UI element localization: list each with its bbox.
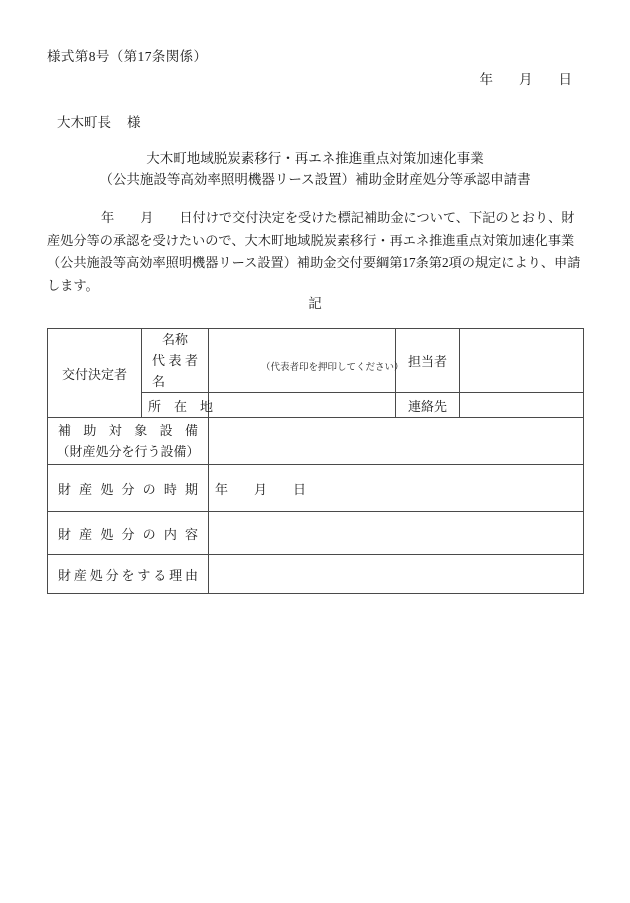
ki-marker: 記 (308, 296, 322, 311)
name-value-cell[interactable] (209, 329, 404, 393)
name-representative-label (142, 329, 209, 393)
disposal-reason-value-cell[interactable] (209, 555, 584, 594)
disposal-content-value-cell[interactable] (209, 512, 584, 555)
title-line-2: （公共施設等高効率照明機器リース設置）補助金財産処分等承認申請書 (99, 172, 531, 187)
disposal-content-label: 財産処分の内容 (48, 512, 209, 555)
disposal-timing-value-cell[interactable] (209, 465, 584, 512)
disposal-timing-month: 月 (254, 481, 268, 497)
table-row-target-equipment (48, 418, 584, 465)
body-date-month: 月 (140, 210, 154, 225)
target-equipment-label (48, 418, 209, 465)
decision-maker-label: 交付決定者 (48, 329, 142, 418)
person-in-charge-label: 担当者 (396, 329, 460, 393)
title-line-1: 大木町地域脱炭素移行・再エネ推進重点対策加速化事業 (146, 151, 484, 166)
addressee-name: 大木町長 (57, 115, 111, 130)
document-title (0, 148, 630, 190)
form-number: 様式第8号（第17条関係） (47, 49, 208, 64)
addressee-honorific: 様 (127, 115, 141, 130)
contact-value-cell[interactable] (460, 393, 584, 418)
table-row-disposal-content (48, 512, 584, 555)
target-equipment-label-sub: （財産処分を行う設備） (56, 444, 200, 459)
header-date-day: 日 (558, 72, 572, 87)
header-date-line (480, 68, 573, 88)
header-date-year: 年 (479, 72, 493, 87)
header-date-month: 月 (519, 72, 533, 87)
table-row-name (48, 329, 584, 393)
body-text: 日付けで交付決定を受けた標記補助金について、下記のとおり、財産処分等の承認を受けたいので、大木町地域脱炭素移行・再エネ推進重点対策加速化事業（公共施設等高効率照明機器リース設置）補助金交付要綱第17条第2項の規定により、申請します。 (47, 210, 581, 293)
disposal-timing-day: 日 (293, 481, 307, 497)
target-equipment-label-main: 補助対象設備 (58, 423, 198, 438)
body-date-year: 年 (101, 210, 115, 225)
stamp-instruction-note: （代表者印を押印してください） (261, 363, 404, 373)
address-label: 所 在 地 (142, 393, 209, 418)
contact-label: 連絡先 (396, 393, 460, 418)
disposal-timing-label: 財産処分の時期 (48, 465, 209, 512)
person-in-charge-value-cell[interactable] (460, 329, 584, 393)
body-paragraph (47, 207, 583, 297)
representative-label: 代表者名 (152, 353, 198, 389)
table-row-disposal-reason (48, 555, 584, 594)
table-row-disposal-timing (48, 465, 584, 512)
name-label: 名称 (161, 332, 188, 347)
addressee-line (57, 111, 141, 131)
disposal-timing-year: 年 (215, 481, 229, 497)
address-value-cell[interactable] (209, 393, 396, 418)
application-table (47, 328, 584, 594)
target-equipment-value-cell[interactable] (209, 418, 584, 465)
disposal-reason-label: 財産処分をする理由 (48, 555, 209, 594)
